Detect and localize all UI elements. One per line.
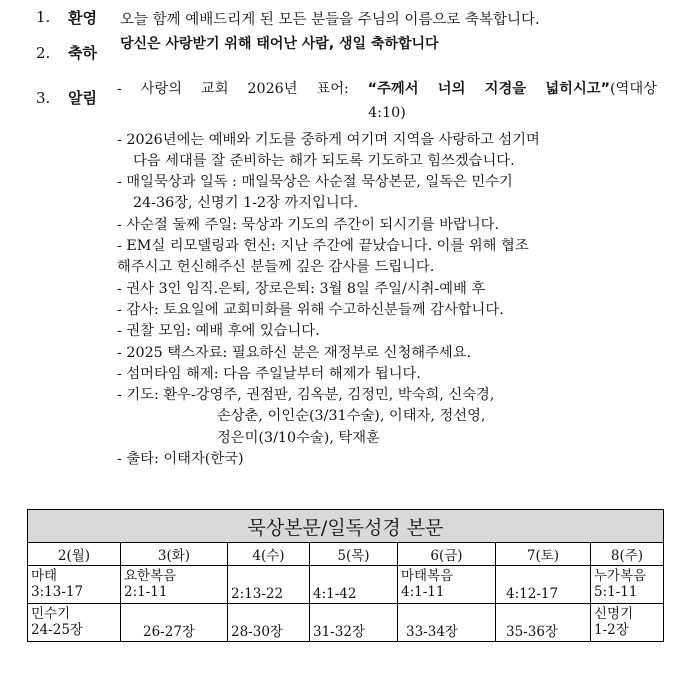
announcement-item: - 권사 3인 임직.은퇴, 장로은퇴: 3월 8일 주일/시취-예배 후 [117,280,486,297]
announcement-item: - 2026년에는 예배와 기도를 중하게 여기며 지역을 사랑하고 섬기며 [117,131,540,148]
section-number-1: 1. [36,8,51,26]
table-cell [121,566,228,604]
table-cell [228,604,310,642]
day-header: 8(주) [591,543,664,566]
day-header: 4(수) [228,543,310,566]
day-header: 3(화) [121,543,228,566]
announcement-item: - 매일묵상과 일독 : 매일묵상은 사순절 묵상본문, 일독은 민수기 [117,174,513,191]
table-cell [496,604,591,642]
announcement-item: - 섬머타임 해제: 다음 주일날부터 해제가 됩니다. [117,365,421,382]
cell-ref: 3:13-17 [31,584,84,600]
cell-ref: 31-32장 [313,624,365,640]
table-cell [228,566,310,604]
announcement-item: - 권찰 모임: 예배 후에 있습니다. [117,323,320,340]
cell-ref: 4:1-42 [313,586,357,602]
table-cell [398,566,496,604]
reading-table [27,509,664,642]
announcement-item: - 출타: 이태자(한국) [117,451,244,468]
announcement-item: - 감사: 토요일에 교회미화를 위해 수고하신분들께 감사합니다. [117,301,504,318]
motto-ref: (역대상 [609,81,657,97]
day-header: 5(목) [310,543,398,566]
announcement-item: 해주시고 헌신해주신 분들께 깊은 감사를 드립니다. [117,259,435,276]
table-cell [121,604,228,642]
cell-ref: 5:1-11 [594,584,638,600]
table-caption: 묵상본문/일독성경 본문 [28,510,664,543]
section-label-welcome: 환영 [68,9,97,27]
table-cell [310,604,398,642]
table-cell [591,566,664,604]
cell-ref: 28-30장 [231,624,283,640]
cell-book: 누가복음 [594,568,647,584]
table-cell [398,604,496,642]
section-number-3: 3. [36,89,51,107]
cell-ref: 2:1-11 [124,584,168,600]
cell-ref: 26-27장 [143,624,195,640]
announcement-item: - 기도: 환우-강영주, 권점판, 김옥분, 김정민, 박숙희, 신숙경, [117,387,495,404]
cell-ref: 2:13-22 [231,586,284,602]
motto-line [117,79,657,100]
section-label-congrats: 축하 [68,44,97,62]
announcement-item: - 사순절 둘째 주일: 묵상과 기도의 주간이 되시기를 바랍니다. [117,216,500,233]
congrats-text: 당신은 사랑받기 위해 태어난 사람, 생일 축하합니다 [120,36,439,52]
cell-book: 마태 [31,568,58,584]
cell-ref: 35-36장 [506,624,558,640]
table-header-row [28,543,664,566]
welcome-text: 오늘 함께 예배드리게 된 모든 분들을 주님의 이름으로 축복합니다. [120,12,540,28]
cell-ref: 4:1-11 [401,584,445,600]
table-cell [591,604,664,642]
day-header: 7(토) [496,543,591,566]
cell-ref: 24-25장 [31,622,83,638]
cell-ref: 1-2장 [594,622,629,638]
announcement-item: 다음 세대를 잘 준비하는 해가 되도록 기도하고 힘쓰겠습니다. [133,152,515,169]
table-cell [310,566,398,604]
motto-title: “주께서 너의 지경을 넓히시고” [367,81,610,97]
section-label-notice: 알림 [68,89,97,107]
table-cell [28,604,121,642]
announcement-item: 24-36장, 신명기 1-2장 까지입니다. [133,195,359,212]
motto-prefix: - 사랑의 교회 2026년 표어: [117,81,368,97]
day-header: 2(월) [28,543,121,566]
day-header: 6(금) [398,543,496,566]
table-row-meditation [28,566,664,604]
table-cell [496,566,591,604]
motto-ref-verse: 4:10) [368,105,406,122]
cell-ref: 33-34장 [406,624,458,640]
announcement-item: - 2025 택스자료: 필요하신 분은 재정부로 신청해주세요. [117,344,472,361]
table-cell [28,566,121,604]
cell-book: 요한복음 [124,568,177,584]
cell-book: 민수기 [31,606,71,622]
cell-book: 마태복음 [401,568,454,584]
announcement-list [117,79,657,470]
cell-ref: 4:12-17 [506,586,559,602]
table-row-reading [28,604,664,642]
announcement-item: - EM실 리모델링과 헌신: 지난 주간에 끝났습니다. 이를 위해 협조 [117,238,529,255]
cell-book: 신명기 [594,606,634,622]
section-number-2: 2. [36,44,51,62]
announcement-item: 손상춘, 이인순(3/31수술), 이태자, 정선영, [217,408,486,425]
announcement-item: 정은미(3/10수술), 탁재훈 [217,429,380,446]
